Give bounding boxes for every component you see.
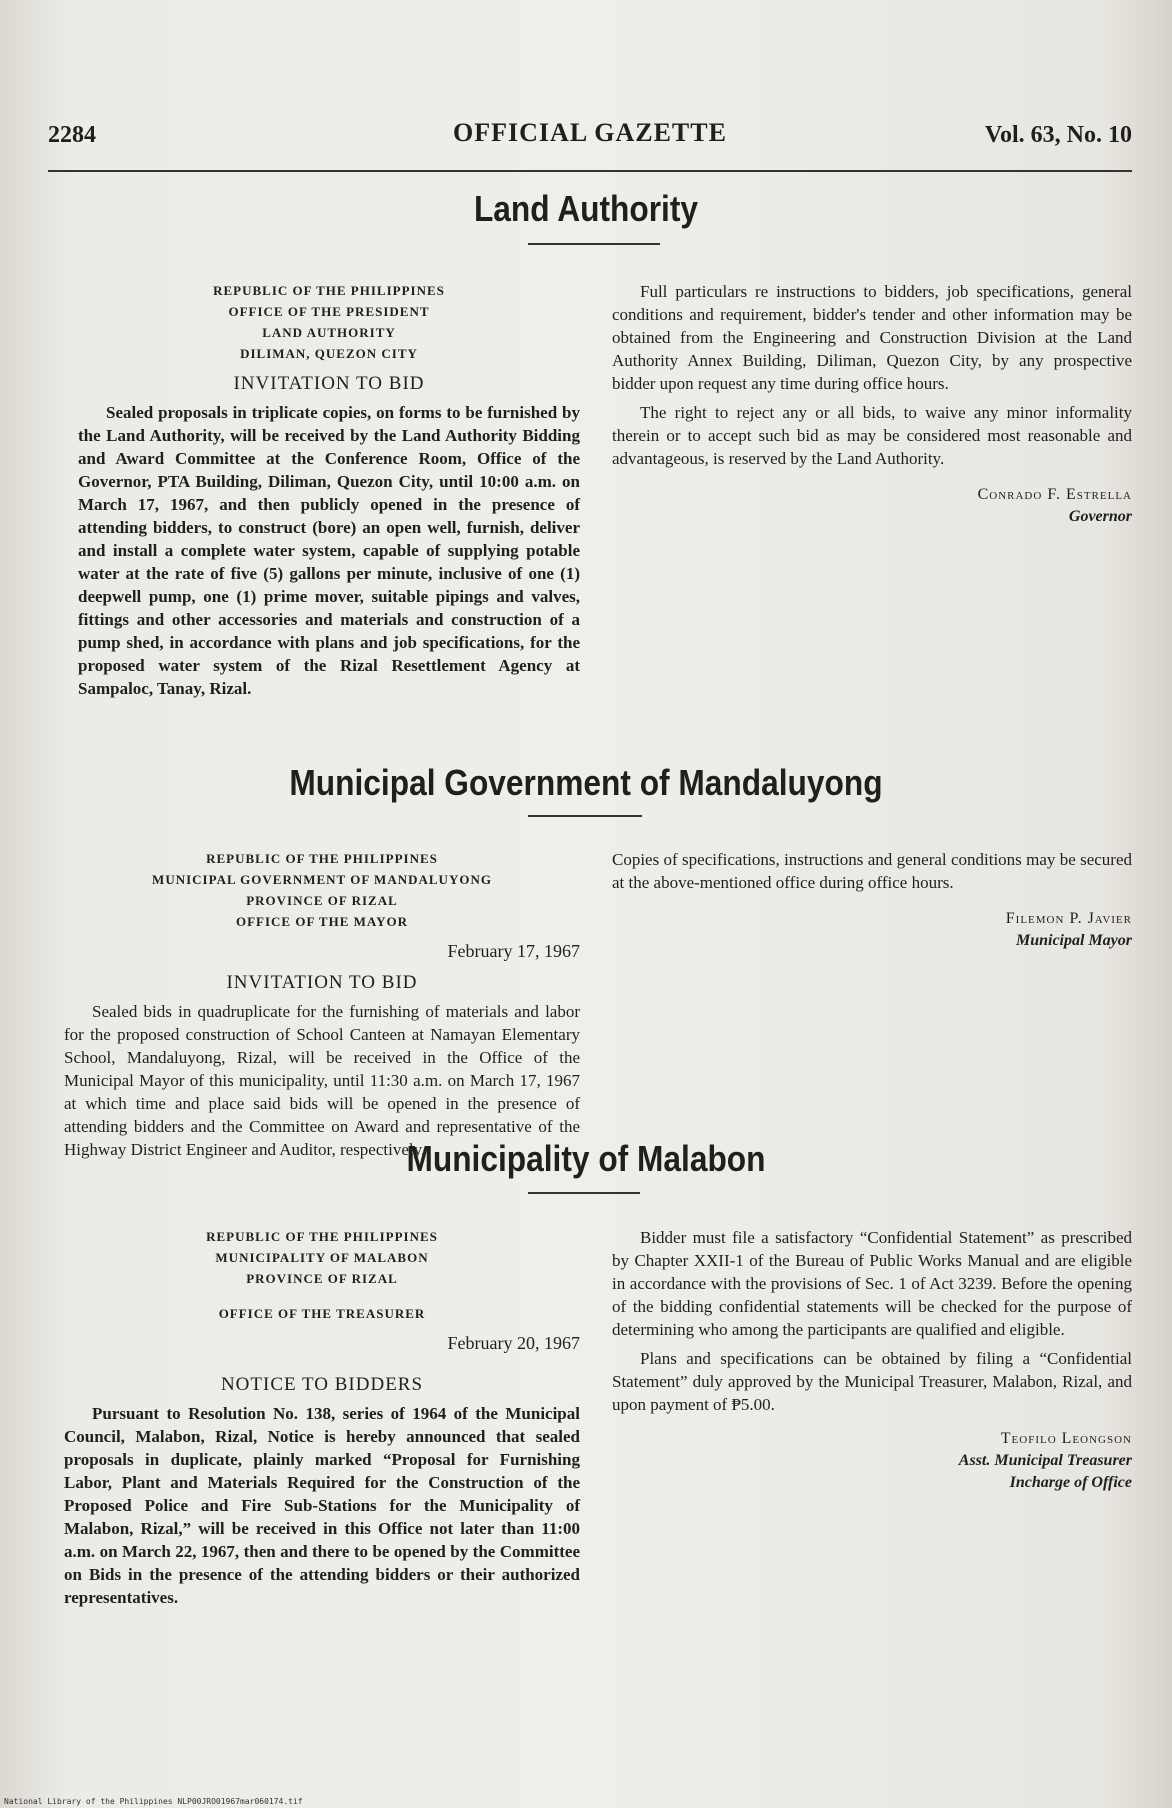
signature-block: [612, 1428, 1132, 1494]
malabon-left-column: [64, 1226, 580, 1614]
malabon-right-column: [612, 1226, 1132, 1494]
notice-title: INVITATION TO BID: [233, 373, 425, 394]
notice-title: NOTICE TO BIDDERS: [220, 1374, 424, 1395]
notice-date: February 17, 1967: [447, 941, 580, 961]
notice-paragraph: Sealed bids in quadruplicate for the furnishing of materials and labor for the proposed construction of School Canteen at Namayan Elementary School, Mandaluyong, Rizal, will be received in the Office of the Municipal Mayor of this municipality, until 11:30 a.m. on March 17, 1967 at which time and place said bids will be opened in the presence of attending bidders and the Committee on Award and representative of the Highway District Engineer and Auditor, respectively.: [64, 1002, 580, 1159]
notice-paragraph: Full particulars re instructions to bidders, job specifications, general conditions and requirement, bidder's tender and other information may be obtained from the Engineering and Construction Division at the Land Authority Annex Building, Diliman, Quezon City, by any prospective bidder upon request any time during office hours.: [612, 282, 1132, 393]
signatory-title: Incharge of Office: [1009, 1474, 1132, 1491]
office-heading: OFFICE OF THE TREASURER: [218, 1306, 426, 1321]
notice-paragraph: Pursuant to Resolution No. 138, series of 1964 of the Municipal Council, Malabon, Rizal, Notice is hereby announced that sealed proposals in duplicate, plainly marked “Proposal for Furnishing Labor, Plant and Materials Required for the Construction of the Proposed Police and Fire Sub-Stations for the Municipality of Malabon, Rizal,” will be received in this Office not later than 11:00 a.m. on March 22, 1967, then and there to be opened by the Committee on Bids in the presence of the attending bidders or their authorized representatives.: [64, 1404, 580, 1607]
signatory-name: Filemon P. Javier: [1005, 910, 1132, 927]
mandaluyong-left-column: [64, 848, 580, 1159]
header-rule: [48, 170, 1132, 172]
agency-heading: REPUBLIC OF THE PHILIPPINES MUNICIPALITY OF MALABON PROVINCE OF RIZAL: [206, 1229, 438, 1286]
volume-number: Vol. 63, No. 10: [984, 122, 1132, 148]
notice-date: February 20, 1967: [447, 1333, 580, 1353]
notice-paragraph: Sealed proposals in triplicate copies, on forms to be furnished by the Land Authority, will be received by the Land Authority Bidding and Award Committee at the Conference Room, Office of the Governor, PTA Building, Diliman, Quezon City, until 10:00 a.m. on March 17, 1967, and then publicly opened in the presence of attending bidders, to construct (bore) an open well, furnish, deliver and install a complete water system, capable of supplying potable water at the rate of five (5) gallons per minute, inclusive of one (1) deepwell pump, one (1) prime mover, suitable pipings and valves, fittings and other accessories and materials and construction of a pump shed, in accordance with plans and job specifications, for the proposed water system of the Rizal Resettlement Agency at Sampaloc, Tanay, Rizal.: [78, 403, 580, 698]
section-rule: [528, 815, 642, 817]
notice-paragraph: Plans and specifications can be obtained by filing a “Confidential Statement” duly approved by the Municipal Treasurer, Malabon, Rizal, and upon payment of ₱5.00.: [612, 1349, 1132, 1414]
mandaluyong-right-column: [612, 848, 1132, 952]
section-title-malabon: Municipality of Malabon: [406, 1138, 766, 1179]
land-authority-left-column: [78, 280, 580, 712]
signatory-name: Conrado F. Estrella: [977, 486, 1132, 503]
section-rule: [528, 243, 660, 245]
signatory-title: Asst. Municipal Treasurer: [958, 1452, 1132, 1469]
notice-paragraph: Copies of specifications, instructions and general conditions may be secured at the above-mentioned office during office hours.: [612, 850, 1132, 892]
agency-heading: REPUBLIC OF THE PHILIPPINES MUNICIPAL GOVERNMENT OF MANDALUYONG PROVINCE OF RIZAL OFFICE OF THE MAYOR: [152, 851, 492, 929]
land-authority-right-column: [612, 280, 1132, 528]
signatory-title: Governor: [1068, 508, 1132, 525]
notice-title: INVITATION TO BID: [226, 972, 418, 993]
scan-footer: National Library of the Philippines NLP00JRO01967mar060174.tif: [4, 1797, 303, 1806]
agency-heading: REPUBLIC OF THE PHILIPPINES OFFICE OF THE PRESIDENT LAND AUTHORITY DILIMAN, QUEZON CITY: [213, 283, 445, 361]
signatory-name: Teofilo Leongson: [1000, 1430, 1132, 1447]
signature-block: [612, 908, 1132, 952]
section-title-land-authority: Land Authority: [473, 188, 699, 229]
signatory-title: Municipal Mayor: [1015, 932, 1132, 949]
gazette-title: OFFICIAL GAZETTE: [453, 118, 727, 147]
notice-paragraph: Bidder must file a satisfactory “Confidential Statement” as prescribed by Chapter XXII-1 of the Bureau of Public Works Manual and are eligible in accordance with the provisions of Sec. 1 of Act 3239. Before the opening of the bidding confidential statements will be checked for the purpose of determining who among the participants are qualified and eligible.: [612, 1228, 1132, 1339]
signature-block: [612, 484, 1132, 528]
notice-paragraph: The right to reject any or all bids, to waive any minor informality therein or to accept such bid as may be considered most reasonable and advantageous, is reserved by the Land Authority.: [612, 403, 1132, 468]
page-header: [48, 118, 1132, 154]
section-title-mandaluyong: Municipal Government of Mandaluyong: [289, 762, 883, 803]
page-number: 2284: [48, 122, 96, 148]
section-rule: [528, 1192, 640, 1194]
